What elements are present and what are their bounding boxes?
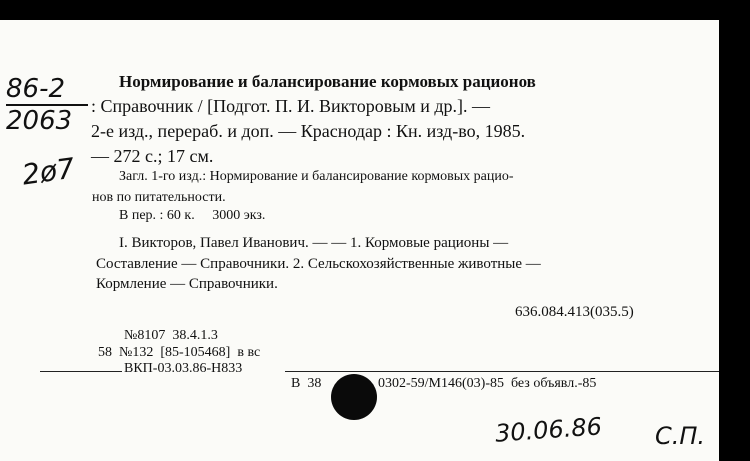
handwritten-shelf-top: 86-2 bbox=[6, 74, 66, 104]
card-tracing-3: Кормление — Справочники. bbox=[96, 276, 278, 292]
card-rule-right bbox=[285, 371, 719, 372]
card-ref-2: 58 №132 [85-105468] в вс bbox=[98, 345, 261, 360]
handwritten-shelf-bottom: 2063 bbox=[6, 106, 73, 136]
card-title: Нормирование и балансирование кормовых рационов bbox=[119, 72, 536, 91]
card-price: В пер. : 60 к. 3000 экз. bbox=[119, 208, 266, 223]
ink-blot bbox=[331, 374, 377, 420]
handwritten-date: 30.06.86 bbox=[494, 412, 603, 448]
card-ref-1: №8107 38.4.1.3 bbox=[124, 328, 218, 343]
card-note-1: Загл. 1-го изд.: Нормирование и балансирование кормовых рацио- bbox=[119, 169, 514, 184]
catalog-card bbox=[0, 20, 719, 461]
card-tracing-1: I. Викторов, Павел Иванович. — — 1. Кормовые рационы — bbox=[119, 235, 509, 251]
card-rule-left bbox=[40, 371, 122, 372]
card-line-3: 2-е изд., перераб. и доп. — Краснодар : Кн. изд-во, 1985. bbox=[91, 121, 526, 141]
card-line-2: : Справочник / [Подгот. П. И. Викторовым и др.]. — bbox=[91, 96, 490, 116]
card-vkp: ВКП-03.03.86-Н833 bbox=[124, 361, 243, 376]
card-note-2: нов по питательности. bbox=[92, 190, 226, 205]
card-code-suffix: 0302-59/М146(03)-85 без объявл.-85 bbox=[378, 376, 597, 391]
card-line-4: — 272 с.; 17 см. bbox=[91, 146, 214, 166]
handwritten-copies: 2ø7 bbox=[19, 151, 77, 192]
card-udc: 636.084.413(035.5) bbox=[515, 304, 634, 320]
handwritten-signature: С.П. bbox=[655, 422, 706, 450]
card-tracing-2: Составление — Справочники. 2. Сельскохозяйственные животные — bbox=[96, 256, 541, 272]
card-code-prefix: В 38 bbox=[291, 376, 322, 391]
